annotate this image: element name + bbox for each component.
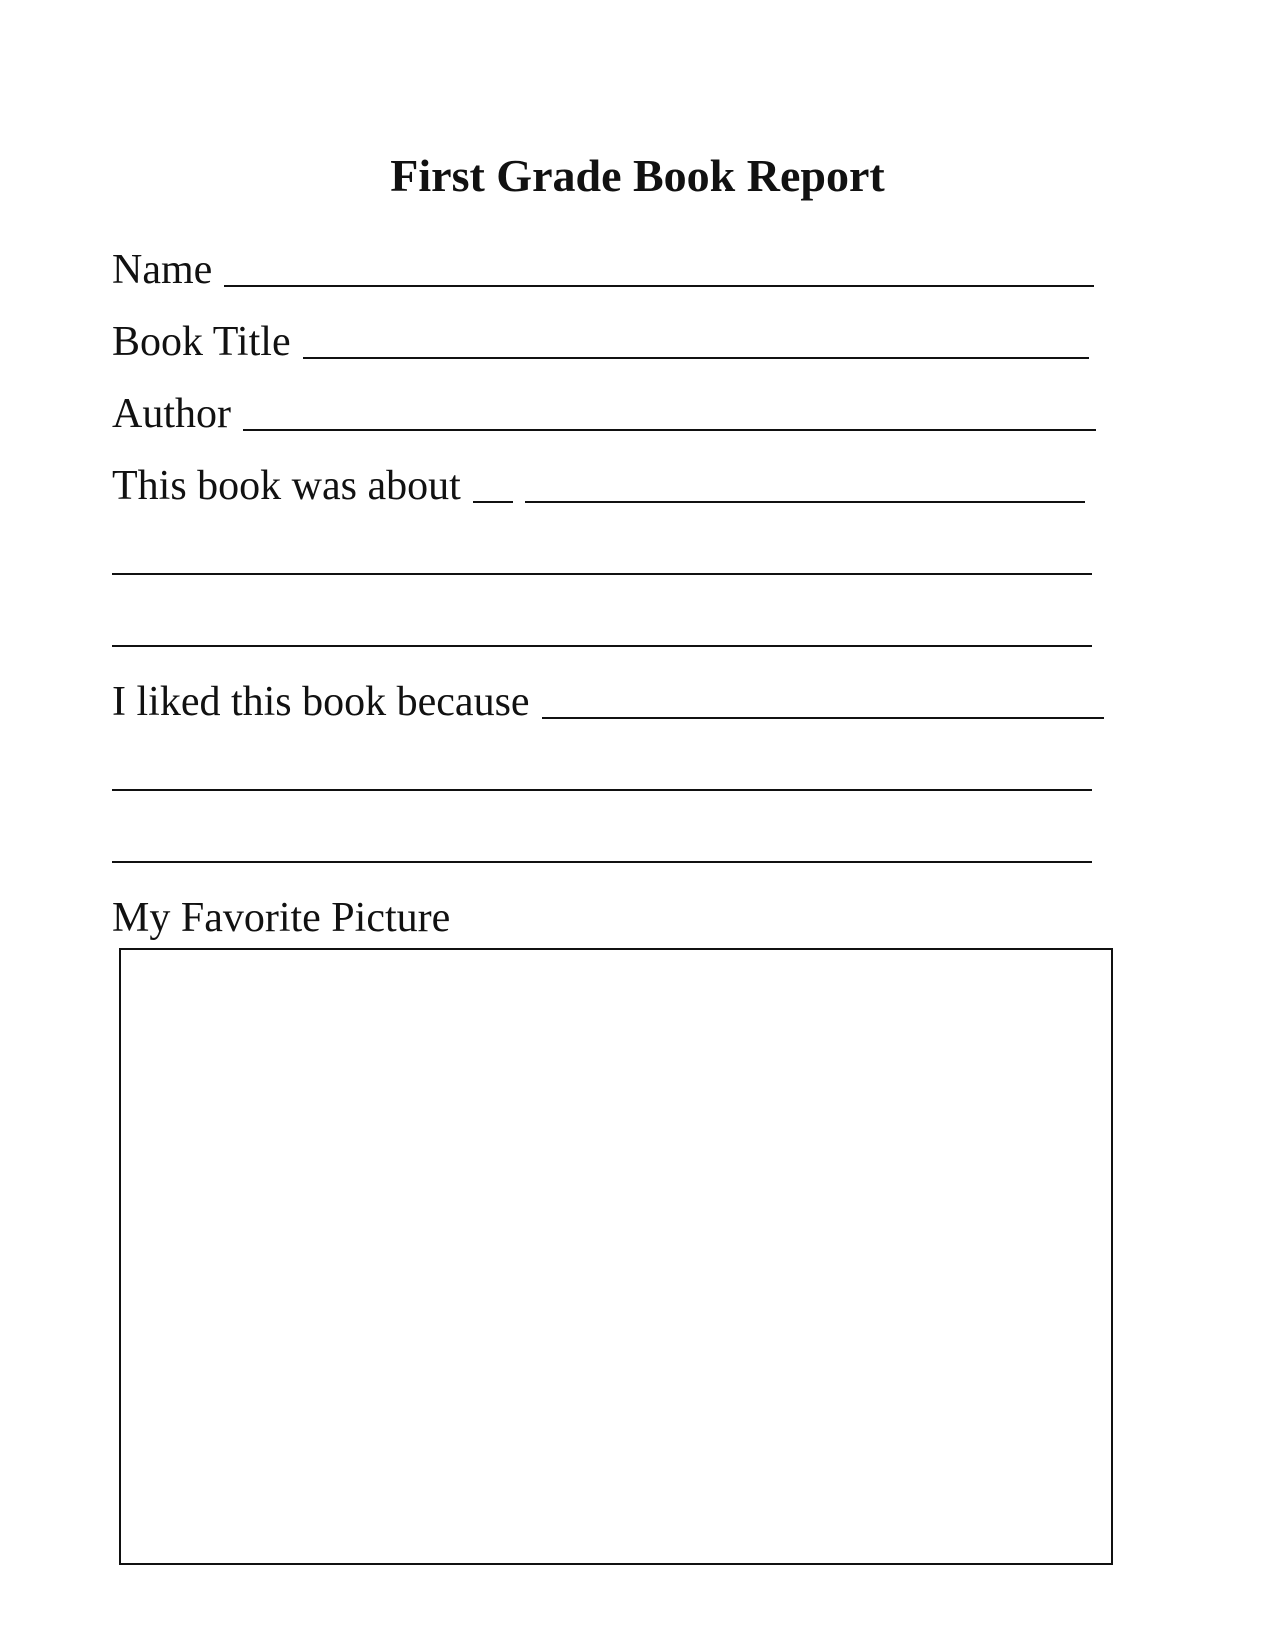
- author-label: Author: [112, 391, 231, 437]
- liked-row: [112, 677, 1104, 727]
- about-line-2[interactable]: [112, 573, 1092, 575]
- author-row: [112, 389, 1096, 439]
- about-field[interactable]: [525, 501, 1085, 503]
- about-field-short[interactable]: [473, 501, 513, 503]
- liked-line-2[interactable]: [112, 789, 1092, 791]
- book-title-field[interactable]: [303, 357, 1089, 359]
- name-field[interactable]: [224, 285, 1094, 287]
- name-row: [112, 245, 1094, 295]
- about-row: [112, 461, 1085, 511]
- liked-label: I liked this book because: [112, 679, 530, 725]
- liked-line-3[interactable]: [112, 861, 1092, 863]
- favorite-picture-label: My Favorite Picture: [112, 895, 451, 941]
- book-title-label: Book Title: [112, 319, 291, 365]
- about-line-3[interactable]: [112, 645, 1092, 647]
- author-field[interactable]: [243, 429, 1096, 431]
- page-title: First Grade Book Report: [390, 150, 885, 201]
- name-label: Name: [112, 247, 213, 293]
- liked-field[interactable]: [542, 717, 1104, 719]
- book-title-row: [112, 317, 1089, 367]
- about-label: This book was about: [112, 463, 461, 509]
- favorite-picture-box[interactable]: [119, 948, 1113, 1565]
